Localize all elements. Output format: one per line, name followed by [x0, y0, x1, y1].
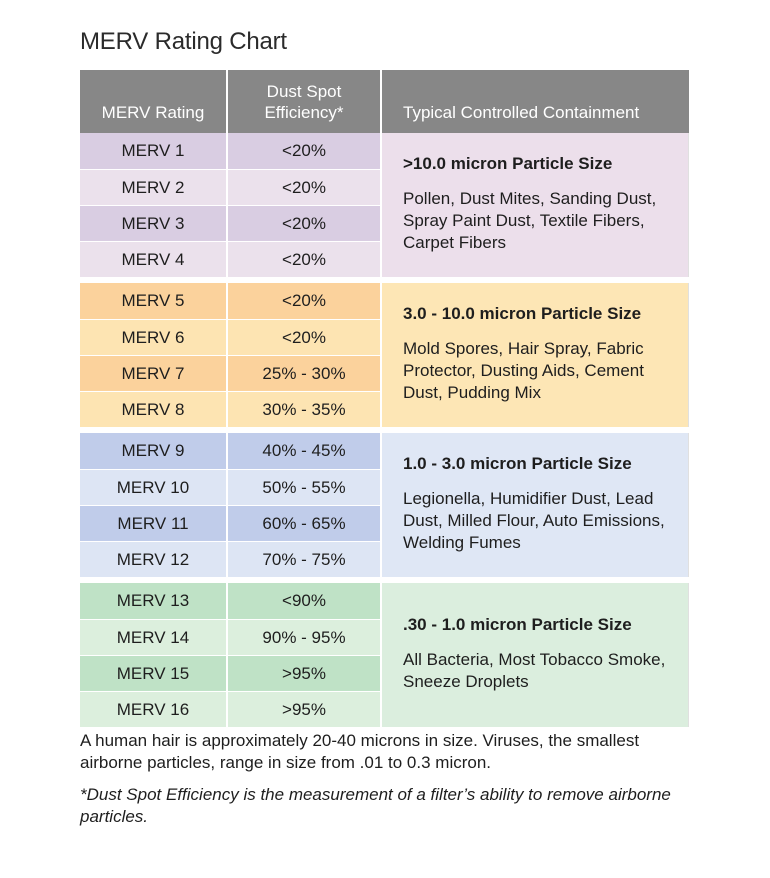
- efficiency-footnote: *Dust Spot Efficiency is the measurement of a filter’s ability to remove airborne particles.: [80, 785, 671, 826]
- table-row: [80, 541, 382, 577]
- efficiency-cell: <20%: [228, 242, 382, 277]
- containment-description: [382, 433, 689, 577]
- efficiency-cell: <20%: [228, 170, 382, 205]
- merv-rating-cell: MERV 2: [80, 170, 228, 205]
- containment-text: Pollen, Dust Mites, Sanding Dust, Spray Paint Dust, Textile Fibers, Carpet Fibers: [403, 189, 657, 252]
- efficiency-cell: 50% - 55%: [228, 470, 382, 505]
- table-row: [80, 355, 382, 391]
- efficiency-cell: >95%: [228, 692, 382, 727]
- group-merv-1-4: [80, 133, 689, 277]
- containment-description: [382, 133, 689, 277]
- table-row: [80, 583, 382, 619]
- merv-rating-cell: MERV 7: [80, 356, 228, 391]
- table-row: [80, 433, 382, 469]
- merv-rating-cell: MERV 5: [80, 283, 228, 319]
- group-merv-13-16: [80, 577, 689, 727]
- header-typical-containment: Typical Controlled Containment: [403, 103, 640, 122]
- containment-text: Legionella, Humidifier Dust, Lead Dust, Milled Flour, Auto Emissions, Welding Fumes: [403, 489, 665, 552]
- table-row: [80, 691, 382, 727]
- efficiency-cell: 40% - 45%: [228, 433, 382, 469]
- merv-rating-cell: MERV 4: [80, 242, 228, 277]
- merv-rating-cell: MERV 6: [80, 320, 228, 355]
- merv-rating-cell: MERV 10: [80, 470, 228, 505]
- efficiency-cell: 90% - 95%: [228, 620, 382, 655]
- containment-title: 3.0 - 10.0 micron Particle Size: [403, 304, 642, 323]
- merv-rating-cell: MERV 13: [80, 583, 228, 619]
- table-row: [80, 391, 382, 427]
- merv-rating-table: [80, 70, 689, 727]
- efficiency-cell: 30% - 35%: [228, 392, 382, 427]
- containment-text: All Bacteria, Most Tobacco Smoke, Sneeze Droplets: [403, 650, 666, 691]
- merv-rating-cell: MERV 16: [80, 692, 228, 727]
- table-row: [80, 319, 382, 355]
- table-row: [80, 655, 382, 691]
- table-header: [80, 70, 689, 133]
- merv-rating-cell: MERV 3: [80, 206, 228, 241]
- table-row: [80, 469, 382, 505]
- merv-rating-cell: MERV 15: [80, 656, 228, 691]
- efficiency-cell: <20%: [228, 206, 382, 241]
- containment-description: [382, 283, 689, 427]
- group-merv-9-12: [80, 427, 689, 577]
- efficiency-cell: <20%: [228, 283, 382, 319]
- table-row: [80, 241, 382, 277]
- efficiency-cell: 70% - 75%: [228, 542, 382, 577]
- merv-rating-cell: MERV 11: [80, 506, 228, 541]
- efficiency-cell: 25% - 30%: [228, 356, 382, 391]
- containment-title: 1.0 - 3.0 micron Particle Size: [403, 454, 632, 473]
- efficiency-cell: <20%: [228, 133, 382, 169]
- efficiency-cell: <90%: [228, 583, 382, 619]
- table-row: [80, 205, 382, 241]
- merv-rating-cell: MERV 8: [80, 392, 228, 427]
- efficiency-cell: <20%: [228, 320, 382, 355]
- table-row: [80, 169, 382, 205]
- containment-title: >10.0 micron Particle Size: [403, 154, 613, 173]
- page-title: MERV Rating Chart: [80, 28, 287, 55]
- merv-rating-cell: MERV 9: [80, 433, 228, 469]
- hair-size-note: A human hair is approximately 20-40 microns in size. Viruses, the smallest airborne particles, range in size from .01 to 0.3 micron.: [80, 731, 640, 772]
- efficiency-cell: 60% - 65%: [228, 506, 382, 541]
- merv-rating-cell: MERV 14: [80, 620, 228, 655]
- efficiency-cell: >95%: [228, 656, 382, 691]
- merv-rating-cell: MERV 12: [80, 542, 228, 577]
- table-row: [80, 619, 382, 655]
- group-merv-5-8: [80, 277, 689, 427]
- containment-title: .30 - 1.0 micron Particle Size: [403, 615, 632, 634]
- header-merv-rating: MERV Rating: [80, 70, 228, 133]
- containment-description: [382, 583, 689, 727]
- table-row: [80, 505, 382, 541]
- merv-rating-cell: MERV 1: [80, 133, 228, 169]
- table-row: [80, 283, 382, 319]
- containment-text: Mold Spores, Hair Spray, Fabric Protector, Dusting Aids, Cement Dust, Pudding Mix: [403, 339, 644, 402]
- header-dust-spot-efficiency: Dust Spot Efficiency*: [228, 70, 382, 133]
- table-row: [80, 133, 382, 169]
